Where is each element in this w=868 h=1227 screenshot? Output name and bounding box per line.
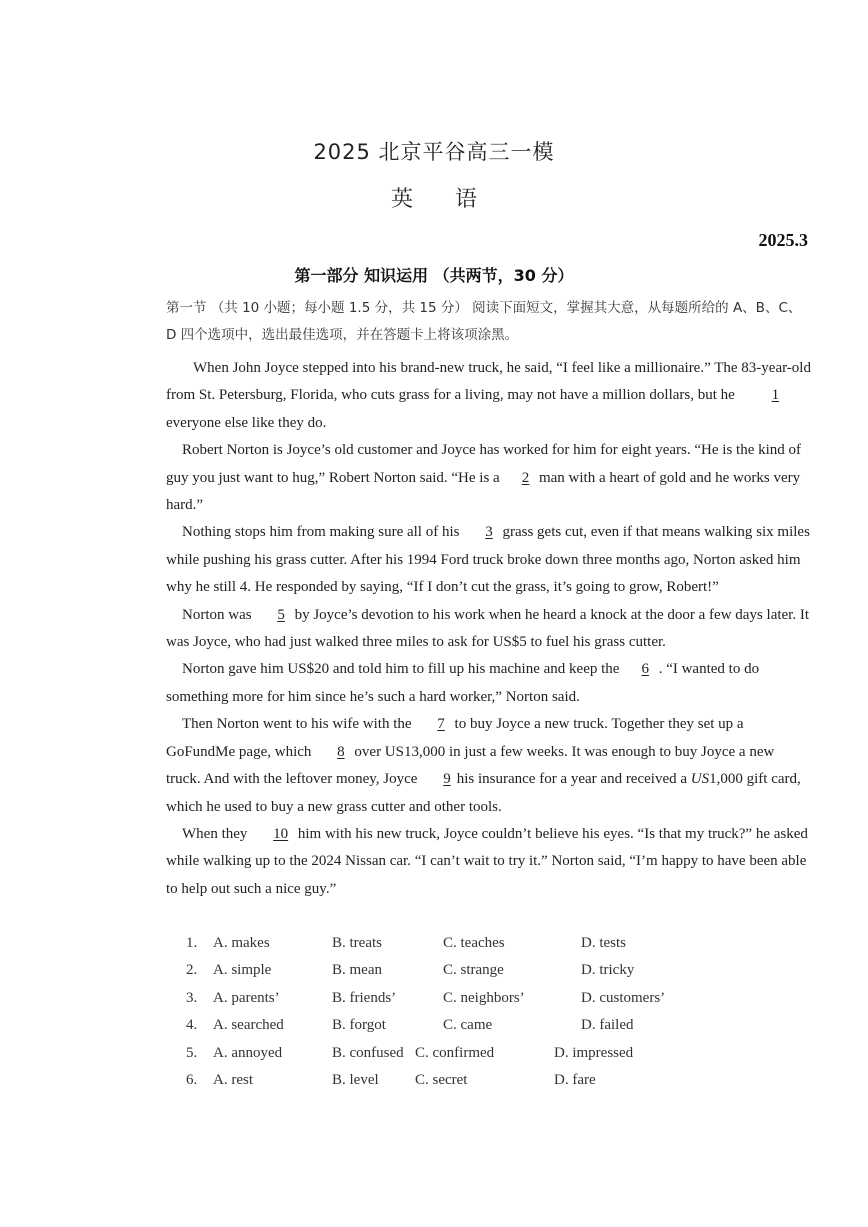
passage-text: him with his new truck, Joyce couldn’t believe his eyes. “Is that my truck?” he asked while walking up to the 2024 Nissan car. “I can’t wait to try it.” Norton said, “I’m happy to have been able to help out such a nice guy.” <box>166 825 808 897</box>
exam-title: 2025 北京平谷高三一模 <box>313 140 555 164</box>
passage-text: . “I wanted to do something more for him since he’s such a hard worker,” Norton said. <box>166 661 760 705</box>
passage-text: 1,000 gift card, which he used to buy a new grass cutter and other tools. <box>166 771 801 815</box>
blank-8: 8 <box>337 743 345 760</box>
option-a: A. parents’ <box>213 989 280 1006</box>
option-row <box>186 930 786 957</box>
cloze-passage <box>166 355 811 903</box>
passage-paragraph <box>166 602 811 657</box>
passage-paragraph <box>166 437 811 519</box>
blank-1: 1 <box>771 387 780 404</box>
passage-paragraph <box>166 519 811 601</box>
passage-text: Then Norton went to his wife with the <box>182 716 416 733</box>
option-c: C. strange <box>443 962 504 979</box>
passage-paragraph <box>166 355 811 437</box>
passage-text: Robert Norton is Joyce’s old customer and Joyce has worked for him for eight years. “He is the kind of guy you just want to hug,” Robert Norton said. “He is a <box>166 442 802 486</box>
blank-5: 5 <box>277 606 285 623</box>
option-b: B. friends’ <box>332 989 397 1006</box>
option-a: A. simple <box>213 962 272 979</box>
option-c: C. confirmed <box>415 1044 495 1061</box>
option-d: D. customers’ <box>581 989 666 1006</box>
option-c: C. neighbors’ <box>443 989 525 1006</box>
option-b: B. confused <box>332 1044 404 1061</box>
option-b: B. forgot <box>332 1017 386 1034</box>
passage-text: Norton gave him US$20 and told him to fill up his machine and keep the <box>182 661 620 678</box>
option-c: C. came <box>443 1017 493 1034</box>
passage-text: to buy Joyce a new truck. Together they set up a GoFundMe page, which <box>166 716 744 760</box>
option-row <box>186 1012 786 1039</box>
blank-9: 9 <box>443 771 451 788</box>
passage-text: everyone else like they do. <box>166 414 327 431</box>
question-number: 5. <box>186 1044 198 1061</box>
option-c: C. secret <box>415 1071 468 1088</box>
passage-text-italic: US <box>690 771 710 788</box>
passage-text: When they <box>182 825 252 842</box>
subject-title: 英语 <box>390 187 519 212</box>
option-row <box>186 1040 786 1067</box>
passage-text: When John Joyce stepped into his brand-new truck, he said, “I feel like a millionaire.” The 83-year-old from St. Petersburg, Florida, who cuts grass for a living, may not have a million dollars, but he <box>166 360 811 404</box>
option-row <box>186 985 786 1012</box>
option-d: D. failed <box>581 1017 634 1034</box>
question-number: 2. <box>186 962 198 979</box>
blank-2: 2 <box>521 469 530 486</box>
passage-paragraph <box>166 711 811 821</box>
option-a: A. makes <box>213 935 270 951</box>
option-a: A. annoyed <box>213 1044 283 1061</box>
blank-6: 6 <box>641 661 649 678</box>
section-instructions: 第一节 （共 10 小题；每小题 1.5 分，共 15 分） 阅读下面短文，掌握其大意，从每题所给的 A、B、C、D 四个选项中，选出最佳选项，并在答题卡上将该项涂黑。 <box>166 300 802 344</box>
passage-paragraph <box>166 656 811 711</box>
answer-options <box>186 930 786 1094</box>
blank-7: 7 <box>437 716 445 733</box>
option-d: D. tricky <box>581 962 635 979</box>
option-b: B. level <box>332 1071 379 1088</box>
option-d: D. tests <box>581 935 626 951</box>
question-number: 6. <box>186 1071 198 1088</box>
passage-text: Norton was <box>182 606 256 623</box>
option-d: D. impressed <box>554 1044 634 1061</box>
option-c: C. teaches <box>443 935 505 951</box>
option-b: B. mean <box>332 962 382 979</box>
option-row <box>186 957 786 984</box>
passage-text: Nothing stops him from making sure all of his <box>182 524 464 541</box>
passage-text: grass gets cut, even if that means walking six miles while pushing his grass cutter. After his 1994 Ford truck broke down three months ago, Norton asked him why he still 4. He responded by saying, “If I don’t cut the grass, it’s going to grow, Robert!” <box>166 524 810 596</box>
part-heading: 第一部分 知识运用 （共两节，30 分） <box>294 266 574 285</box>
question-number: 1. <box>186 935 198 951</box>
passage-text: man with a heart of gold and he works very hard.” <box>166 469 801 514</box>
passage-paragraph <box>166 821 811 903</box>
exam-date: 2025.3 <box>758 230 808 250</box>
passage-text: over US13,000 in just a few weeks. It was enough to buy Joyce a new truck. And with the leftover money, Joyce <box>166 743 775 788</box>
option-a: A. searched <box>213 1017 284 1034</box>
blank-3: 3 <box>485 524 493 541</box>
option-a: A. rest <box>213 1071 253 1088</box>
passage-text: his insurance for a year and received a <box>456 771 691 788</box>
option-b: B. treats <box>332 935 382 951</box>
option-row <box>186 1067 786 1094</box>
passage-text: by Joyce’s devotion to his work when he heard a knock at the door a few days later. It was Joyce, who had just walked three miles to ask for US$5 to fuel his grass cutter. <box>166 606 810 651</box>
question-number: 3. <box>186 989 198 1006</box>
option-d: D. fare <box>554 1071 596 1088</box>
blank-10: 10 <box>273 825 289 842</box>
question-number: 4. <box>186 1017 198 1034</box>
